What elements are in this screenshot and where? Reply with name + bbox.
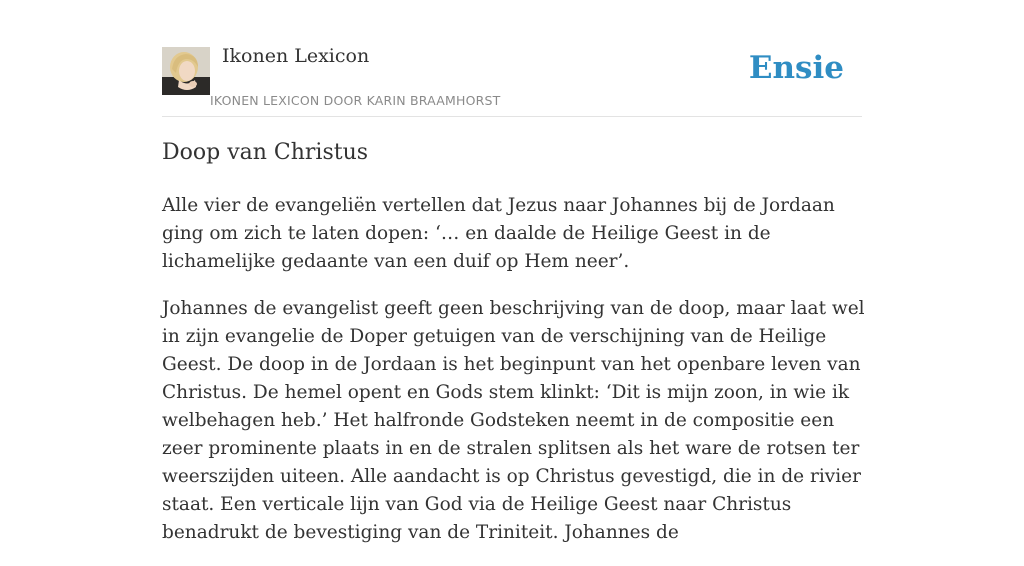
header [162, 0, 862, 117]
page-title: Doop van Christus [162, 140, 369, 165]
article-paragraph: Alle vier de evangeliën vertellen dat Jezus naar Johannes bij de Jordaan ging om zich te laten dopen: ‘… en daalde de Heilige Geest in de lichamelijke gedaante van een duif op Hem neer’. [162, 195, 835, 272]
author-name[interactable]: Ikonen Lexicon [222, 45, 370, 67]
author-portrait-icon [162, 47, 210, 95]
article-paragraph: Johannes de evangelist geeft geen beschrijving van de doop, maar laat wel in zijn evangelie de Doper getuigen van de verschijning van de Heilige Geest. De doop in de Jordaan is het beginpunt van het openbare leven van Christus. De hemel opent en Gods stem klinkt: ‘Dit is mijn zoon, in wie ik welbehagen heb.’ Het halfronde Godsteken neemt in de compositie een zeer prominente plaats in en de stralen splitsen als het ware de rotsen ter weerszijden uiteen. Alle aandacht is op Christus gevestigd, die in de rivier staat. Een verticale lijn van God via de Heilige Geest naar Christus benadrukt de bevestiging van de Triniteit. Johannes de [162, 298, 865, 543]
author-subtitle[interactable]: IKONEN LEXICON DOOR KARIN BRAAMHORST [210, 93, 501, 108]
brand-logo[interactable]: Ensie [748, 50, 844, 86]
article-body [162, 192, 866, 566]
avatar[interactable] [162, 47, 210, 95]
